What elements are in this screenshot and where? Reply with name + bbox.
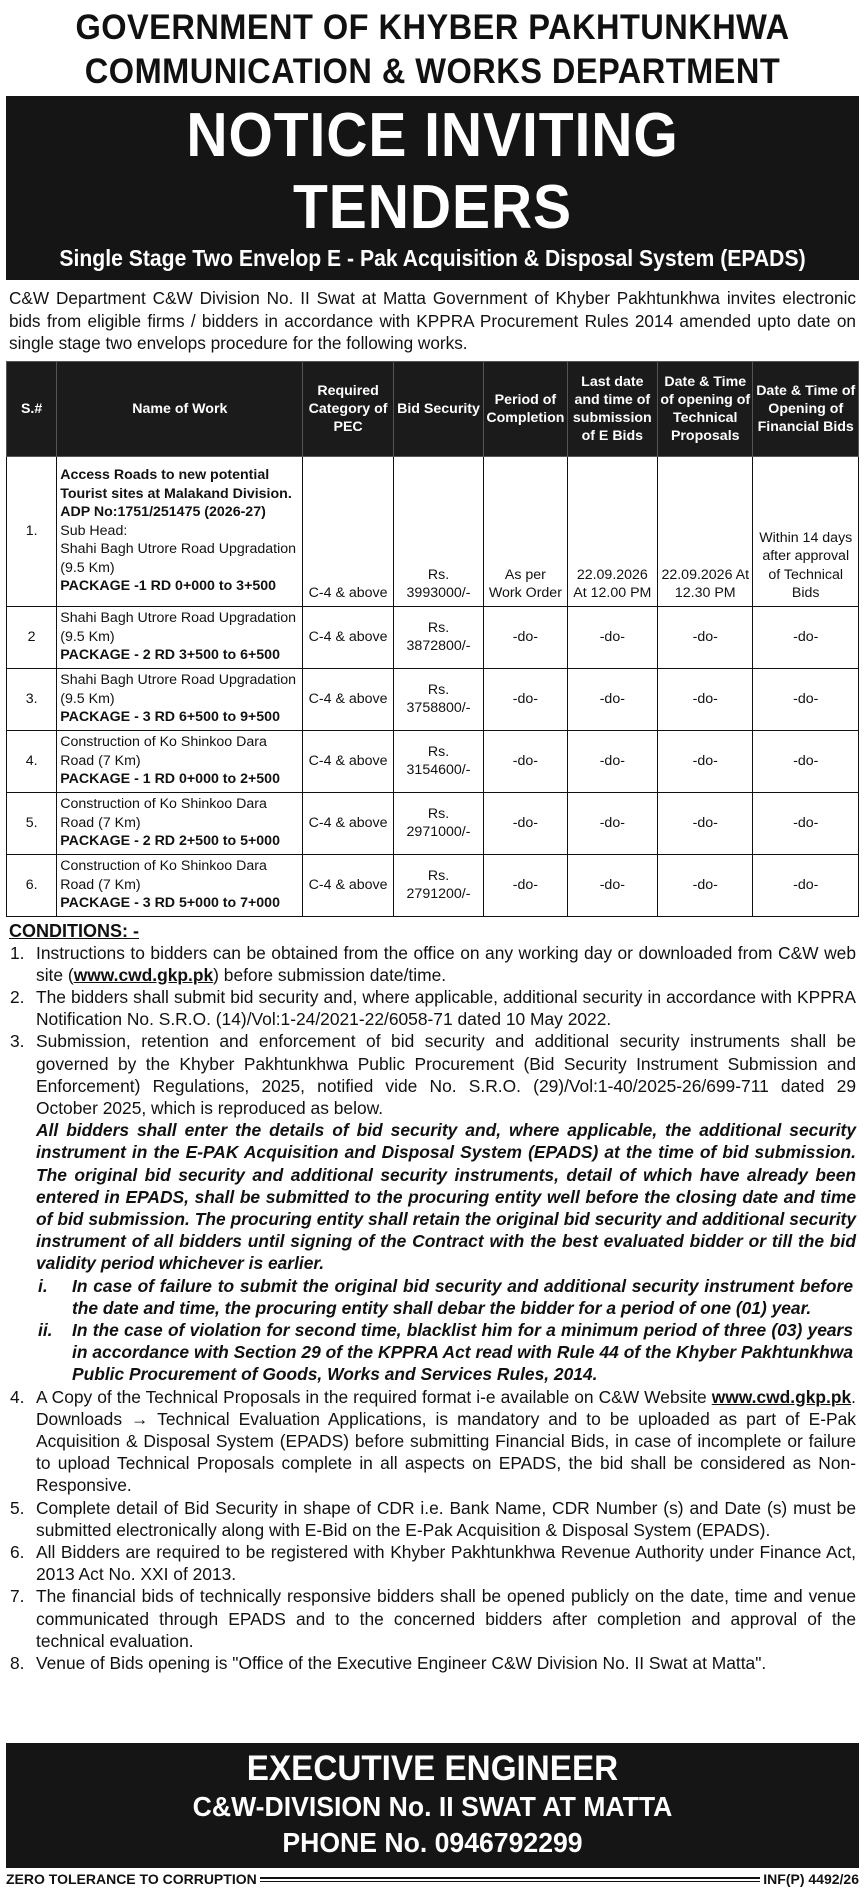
cell-period: -do-: [484, 606, 567, 668]
cell-sn: 4.: [7, 730, 57, 792]
cell-work: [57, 792, 303, 854]
cell-financial: -do-: [753, 792, 859, 854]
department-line: COMMUNICATION & WORKS DEPARTMENT: [84, 52, 781, 91]
footer-line: [6, 1870, 859, 1888]
signature-band: [6, 1743, 859, 1868]
cell-category: C-4 & above: [303, 792, 393, 854]
cell-security: Rs. 3758800/-: [393, 668, 483, 730]
cell-technical: -do-: [658, 854, 753, 916]
sub-condition-text: In the case of violation for second time, blacklist him for a minimum period of three (03) years in accordance with Section 29 of the KPPRA Act read with Rule 44 of the Khyber Pakhtunkhwa Public Procurement of Goods, Works and Services Rules, 2014.: [72, 1319, 853, 1385]
cell-security: Rs. 3154600/-: [393, 730, 483, 792]
table-row: [7, 668, 859, 730]
work-name: Shahi Bagh Utrore Road Upgradation (9.5 Km): [60, 541, 297, 576]
officer-phone: PHONE No. 0946792299: [282, 1827, 583, 1858]
title-band: [6, 96, 859, 280]
footer-divider: [260, 1877, 761, 1882]
cell-sn: 2: [7, 606, 57, 668]
work-package: PACKAGE - 3 RD 6+500 to 9+500: [60, 709, 280, 726]
condition-text: The bidders shall submit bid security and, where applicable, additional security in accordance with KPPRA Notification No. S.R.O. (14)/Vol:1-24/2021-22/6058-71 dated 10 May 2022.: [36, 986, 856, 1030]
condition-text-part: Instructions to bidders can be obtained from the office on any working day or downloaded from C&W web site (: [36, 942, 856, 985]
col-header-category: Required Category of PEC: [303, 361, 393, 456]
work-adp-number: ADP No:1751/251475 (2026-27): [60, 504, 266, 521]
condition-text: [36, 1386, 859, 1497]
col-header-period: Period of Completion: [484, 361, 567, 456]
cell-technical: -do-: [658, 730, 753, 792]
cell-sn: 6.: [7, 854, 57, 916]
cell-technical: -do-: [658, 792, 753, 854]
cell-period: -do-: [484, 854, 567, 916]
cell-technical: 22.09.2026 At 12.30 PM: [658, 456, 753, 606]
col-header-submission: Last date and time of submission of E Bids: [567, 361, 657, 456]
cell-work: [57, 730, 303, 792]
condition-item: [6, 1497, 859, 1541]
work-name: Construction of Ko Shinkoo Dara Road (7 Km): [60, 796, 267, 831]
officer-designation: EXECUTIVE ENGINEER: [246, 1749, 619, 1788]
condition-number: 1.: [10, 942, 25, 963]
cell-submission: -do-: [567, 854, 657, 916]
cell-sn: 3.: [7, 668, 57, 730]
col-header-technical: Date & Time of opening of Technical Proposals: [658, 361, 753, 456]
cell-category: C-4 & above: [303, 606, 393, 668]
condition-number: 4.: [10, 1386, 25, 1407]
cell-period: -do-: [484, 792, 567, 854]
cell-security: Rs. 3993000/-: [393, 456, 483, 606]
condition-number: 8.: [10, 1653, 25, 1673]
cell-category: C-4 & above: [303, 668, 393, 730]
cell-period: -do-: [484, 730, 567, 792]
cell-work: [57, 668, 303, 730]
government-heading: [36, 6, 829, 94]
table-header-row: [7, 361, 859, 456]
cell-submission: -do-: [567, 792, 657, 854]
cell-work: [57, 456, 303, 606]
cell-sn: 1.: [7, 456, 57, 606]
sub-condition-number: i.: [38, 1275, 48, 1296]
cell-technical: -do-: [658, 606, 753, 668]
cell-financial: -do-: [753, 668, 859, 730]
condition-text: Venue of Bids opening is "Office of the Executive Engineer C&W Division No. II Swat at Matta".: [36, 1653, 767, 1673]
condition-number: 2.: [10, 986, 25, 1007]
conditions-list: [6, 942, 859, 1675]
work-name: Shahi Bagh Utrore Road Upgradation (9.5 Km): [60, 610, 297, 645]
condition-text-part: ) before submission date/time.: [213, 964, 447, 985]
cell-work: [57, 854, 303, 916]
notice-subtitle: Single Stage Two Envelop E - Pak Acquisition & Disposal System (EPADS): [59, 245, 806, 271]
condition-number: 6.: [10, 1541, 25, 1562]
table-row: [7, 792, 859, 854]
sub-condition-item: [36, 1275, 856, 1319]
work-package: PACKAGE - 2 RD 2+500 to 5+000: [60, 833, 280, 850]
col-header-work: Name of Work: [57, 361, 303, 456]
cell-financial: -do-: [753, 606, 859, 668]
cell-financial: Within 14 days after approval of Technical Bids: [753, 456, 859, 606]
cell-technical: -do-: [658, 668, 753, 730]
cell-category: C-4 & above: [303, 456, 393, 606]
cell-sn: 5.: [7, 792, 57, 854]
condition-text-part: A Copy of the Technical Proposals in the required format i-e available on C&W Website: [36, 1386, 712, 1407]
work-package: PACKAGE - 3 RD 5+000 to 7+000: [60, 895, 280, 912]
condition-item: [6, 1652, 859, 1674]
intro-paragraph: C&W Department C&W Division No. II Swat at Matta Government of Khyber Pakhtunkhwa invites electronic bids from eligible firms / bidders in accordance with KPPRA Procurement Rules 2014 amended upto date on single stage two envelops procedure for the following works.: [9, 288, 856, 353]
table-row: [7, 606, 859, 668]
table-row: [7, 854, 859, 916]
condition-item: [6, 1386, 859, 1497]
work-name: Shahi Bagh Utrore Road Upgradation (9.5 Km): [60, 672, 297, 707]
condition-text-part: Submission, retention and enforcement of bid security and additional security instruments shall be governed by the Khyber Pakhtunkhwa Public Procurement (Bid Security Instrument Submission and Enforcement) Regulations, 2025, notified vide No. S.R.O. (29)/Vol:1-40/2025-26/699-711 dated 29 October 2025, which is reproduced as below.: [36, 1031, 856, 1118]
condition-text: [36, 1030, 859, 1385]
officer-division: C&W-DIVISION No. II SWAT AT MATTA: [192, 1791, 673, 1822]
condition-number: 7.: [10, 1586, 25, 1607]
cell-security: Rs. 2791200/-: [393, 854, 483, 916]
cell-financial: -do-: [753, 730, 859, 792]
condition-item: [6, 986, 859, 1030]
cell-security: Rs. 2971000/-: [393, 792, 483, 854]
col-header-security: Bid Security: [393, 361, 483, 456]
cell-financial: -do-: [753, 854, 859, 916]
conditions-heading: CONDITIONS: -: [9, 920, 139, 941]
col-header-financial: Date & Time of Opening of Financial Bids: [753, 361, 859, 456]
work-subhead: Sub Head:: [60, 522, 128, 539]
condition-text: All Bidders are required to be registered with Khyber Pakhtunkhwa Revenue Authority under Finance Act, 2013 Act No. XXI of 2013.: [36, 1541, 856, 1585]
cell-submission: -do-: [567, 730, 657, 792]
work-package: PACKAGE - 1 RD 0+000 to 2+500: [60, 771, 280, 788]
cell-work: [57, 606, 303, 668]
anti-corruption-slogan: ZERO TOLERANCE TO CORRUPTION: [6, 1871, 257, 1887]
condition-number: 5.: [10, 1497, 25, 1518]
cell-period: -do-: [484, 668, 567, 730]
condition-item: [6, 1541, 859, 1585]
government-line: GOVERNMENT OF KHYBER PAKHTUNKHWA: [75, 8, 790, 47]
cell-security: Rs. 3872800/-: [393, 606, 483, 668]
col-header-sn: S.#: [7, 361, 57, 456]
cell-submission: -do-: [567, 668, 657, 730]
condition-item: [6, 942, 859, 986]
sub-condition-item: [36, 1319, 856, 1386]
cell-category: C-4 & above: [303, 730, 393, 792]
website-link[interactable]: www.cwd.gkp.pk: [73, 964, 214, 985]
work-scheme-title: Access Roads to new potential Tourist sites at Malakand Division.: [60, 467, 292, 502]
cell-submission: -do-: [567, 606, 657, 668]
work-package: PACKAGE - 2 RD 3+500 to 6+500: [60, 647, 280, 664]
website-link[interactable]: www.cwd.gkp.pk: [711, 1386, 852, 1407]
cell-submission: 22.09.2026 At 12.00 PM: [567, 456, 657, 606]
condition-text: The financial bids of technically responsive bidders shall be opened publicly on the date, time and venue communicated through EPADS and to the concerned bidders after completion and approval of the technical evaluation.: [36, 1586, 856, 1651]
sub-condition-text: In case of failure to submit the original bid security and additional security instrument before the date and time, the procuring entity shall debar the bidder for a period of one (01) year.: [72, 1275, 853, 1318]
condition-number: 3.: [10, 1031, 25, 1052]
condition-item: [6, 1030, 859, 1385]
condition-text-part: . Downloads → Technical Evaluation Applications, is mandatory and to be uploaded as part of E-Pak Acquisition & Disposal System (EPADS) before submitting Financial Bids, in case of incomplete or failure to upload Technical Proposals complete in all aspects on EPADS, the bid shall be considered as Non-Responsive.: [36, 1386, 856, 1496]
condition-bold-italic-text: All bidders shall enter the details of bid security and, where applicable, the additional security instrument in the E-PAK Acquisition and Disposal System (EPADS) at the time of bid submission. The original bid security and additional security instruments, detail of which have already been entered in EPADS, shall be submitted to the procuring entity well before the closing date and time of bid submission. The procuring entity shall retain the original bid security and additional security instrument of all bidders until signing of the Contract with the best evaluated bidder or till the bid validity period whichever is earlier.: [36, 1120, 856, 1274]
cell-period: As per Work Order: [484, 456, 567, 606]
notice-title: NOTICE INVITING TENDERS: [186, 101, 679, 242]
advert-reference: INF(P) 4492/26: [763, 1871, 859, 1887]
table-row: [7, 456, 859, 606]
work-package: PACKAGE -1 RD 0+000 to 3+500: [60, 578, 277, 595]
condition-item: [6, 1585, 859, 1652]
work-name: Construction of Ko Shinkoo Dara Road (7 Km): [60, 734, 267, 769]
cell-category: C-4 & above: [303, 854, 393, 916]
condition-text: Complete detail of Bid Security in shape of CDR i.e. Bank Name, CDR Number (s) and Date (s) must be submitted electronically along with E-Bid on the E-Pak Acquisition & Disposal System (EPADS).: [36, 1497, 856, 1540]
table-row: [7, 730, 859, 792]
work-name: Construction of Ko Shinkoo Dara Road (7 Km): [60, 858, 267, 893]
condition-text: [36, 942, 859, 986]
tender-table: [6, 361, 859, 917]
sub-condition-number: ii.: [38, 1319, 53, 1340]
